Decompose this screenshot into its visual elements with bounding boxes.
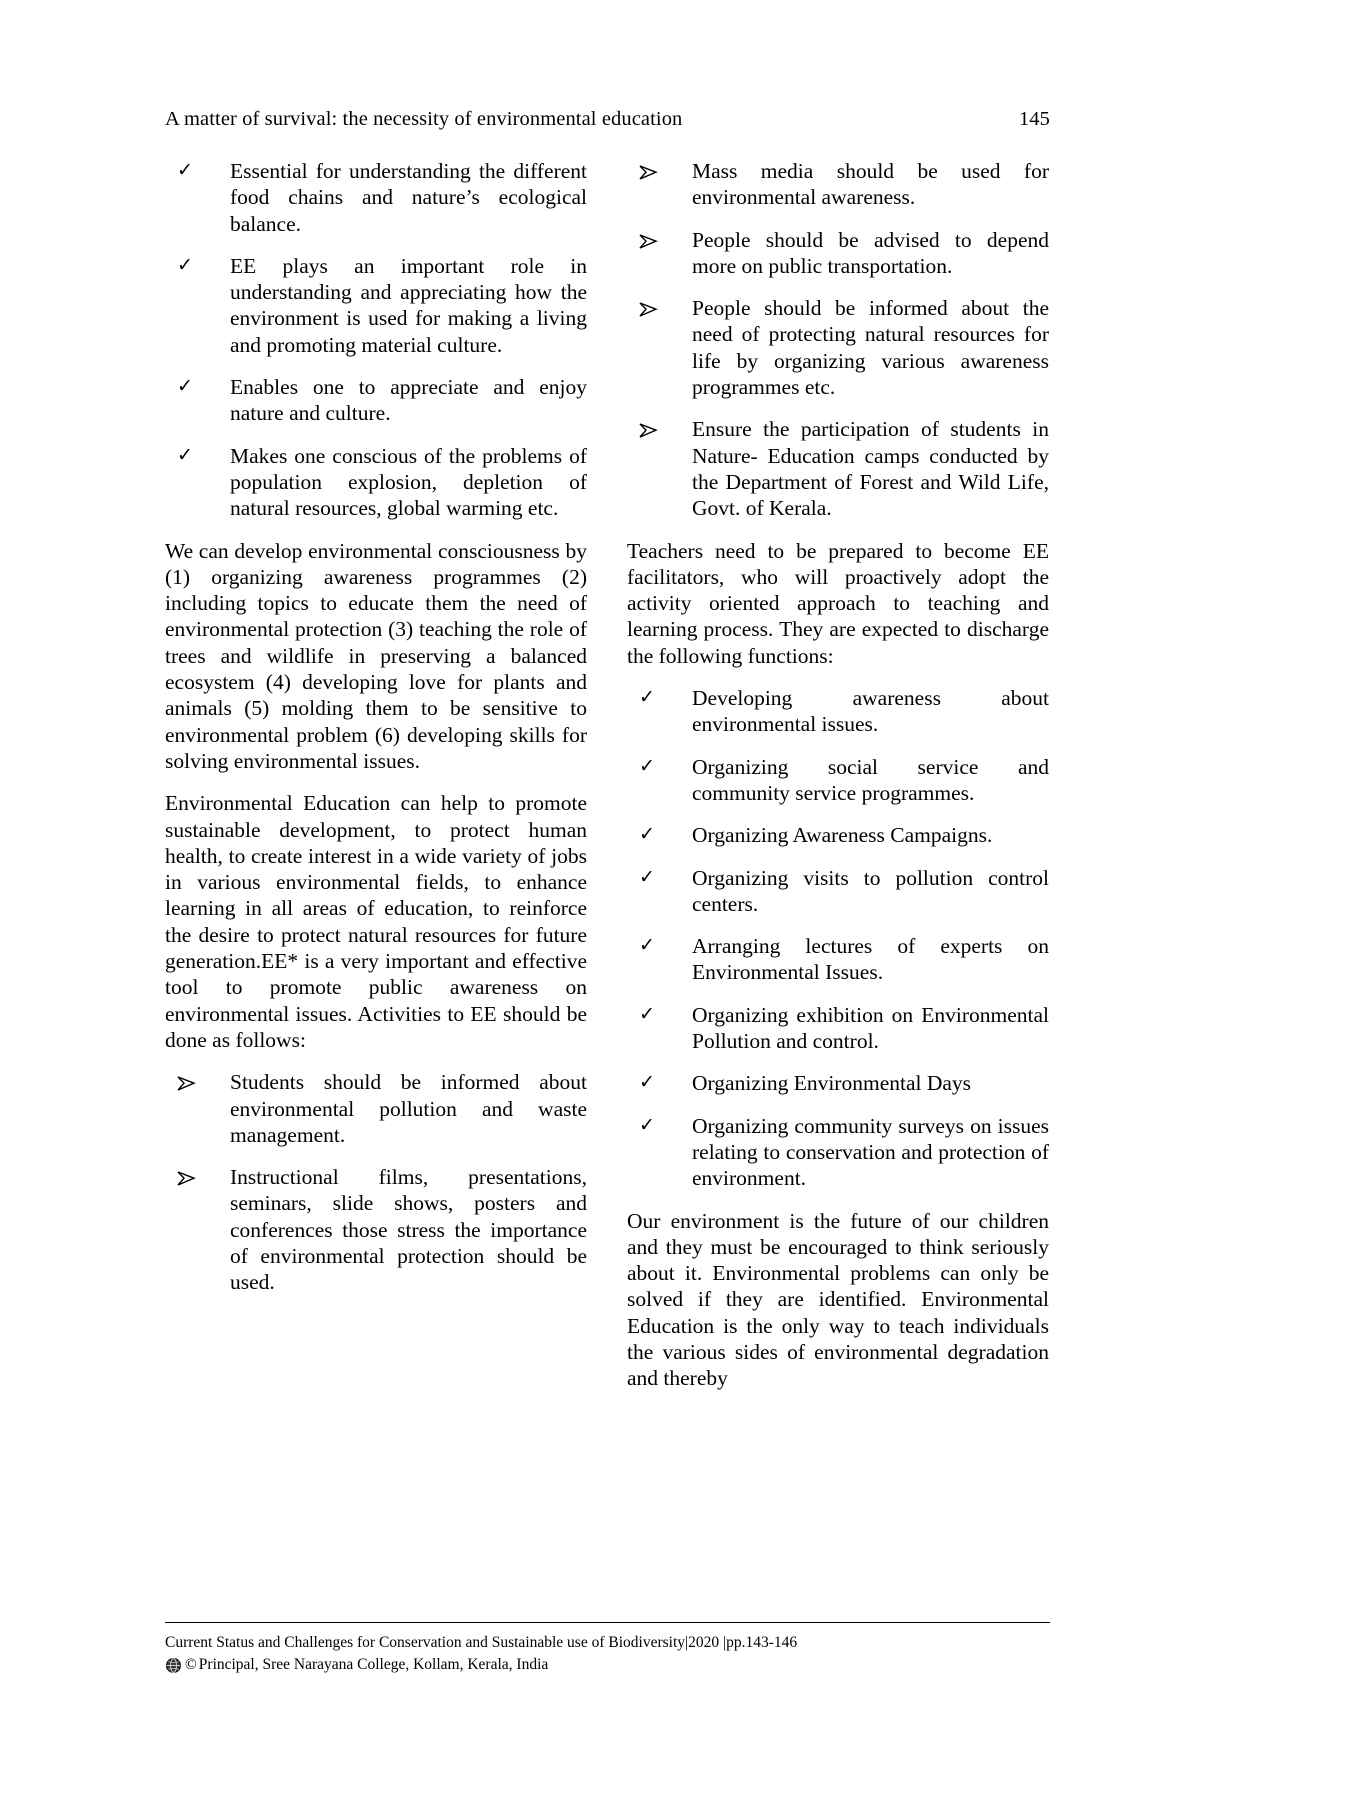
right-paragraph-2: Our environment is the future of our children and they must be encouraged to think seriously about it. Environmental problems can only be solved if they are identified. Environmental Education is the only way to teach individuals the various sides of environmental degradation and thereby xyxy=(627,1208,1049,1391)
list-item xyxy=(627,865,1049,918)
list-item-text: People should be advised to depend more on public transportation. xyxy=(692,227,1049,278)
arrowhead-icon xyxy=(177,1069,201,1091)
check-icon: ✓ xyxy=(639,824,655,846)
arrowhead-icon xyxy=(639,227,663,249)
list-item-text: Organizing social service and community service programmes. xyxy=(692,754,1049,805)
list-item-text: Makes one conscious of the problems of population explosion, depletion of natural resources, global warming etc. xyxy=(230,443,587,521)
globe-emblem-icon xyxy=(165,1657,182,1674)
list-item-text: Developing awareness about environmental issues. xyxy=(692,686,1049,737)
list-item-text: Students should be informed about environmental pollution and waste management. xyxy=(230,1070,587,1147)
list-item xyxy=(165,1164,587,1295)
list-item xyxy=(165,253,587,358)
list-item xyxy=(165,158,587,237)
left-paragraph-2: Environmental Education can help to promote sustainable development, to protect human health, to create interest in a wide variety of jobs in various environmental fields, to enhance learning in all areas of education, to reinforce the desire to protect natural resources for future generation.EE* is a very important and effective tool to promote public awareness on environmental issues. Activities to EE should be done as follows: xyxy=(165,791,587,1052)
check-icon: ✓ xyxy=(177,160,193,181)
check-icon: ✓ xyxy=(639,866,655,888)
two-column-body xyxy=(165,158,1050,1583)
list-item xyxy=(165,1069,587,1148)
footer-affiliation-line xyxy=(165,1654,1065,1676)
left-arrowlist xyxy=(165,1069,587,1295)
right-arrowlist xyxy=(627,158,1049,522)
arrowhead-icon xyxy=(639,416,663,438)
list-item-text: Organizing Environmental Days xyxy=(692,1071,972,1096)
footer-affiliation-text: Principal, Sree Narayana College, Kollam, Kerala, India xyxy=(198,1656,549,1673)
list-item xyxy=(627,754,1049,807)
list-item xyxy=(627,685,1049,738)
left-checklist xyxy=(165,158,587,522)
check-icon: ✓ xyxy=(639,687,655,709)
check-icon: ✓ xyxy=(639,755,655,777)
list-item xyxy=(627,1002,1049,1055)
check-icon: ✓ xyxy=(177,376,193,398)
check-icon: ✓ xyxy=(177,254,193,276)
list-item xyxy=(627,158,1049,211)
list-item xyxy=(165,443,587,522)
list-item xyxy=(627,295,1049,400)
check-icon: ✓ xyxy=(639,1114,655,1136)
arrowhead-icon xyxy=(639,295,663,317)
list-item xyxy=(627,822,1049,848)
list-item-text: Organizing community surveys on issues relating to conservation and protection of environment. xyxy=(692,1113,1049,1191)
list-item xyxy=(627,416,1049,521)
list-item-text: People should be informed about the need of protecting natural resources for life by organizing various awareness programmes etc. xyxy=(692,296,1049,400)
list-item-text: Essential for understanding the different food chains and nature’s ecological balance. xyxy=(230,159,587,236)
right-checklist xyxy=(627,685,1049,1191)
list-item-text: Organizing Awareness Campaigns. xyxy=(692,823,993,848)
list-item xyxy=(627,933,1049,986)
left-paragraph-1: We can develop environmental consciousness by (1) organizing awareness programmes (2) including topics to educate them the need of environmental protection (3) teaching the role of trees and wildlife in preserving a balanced ecosystem (4) developing love for plants and animals (5) molding them to be sensitive to environmental problem (6) developing skills for solving environmental issues. xyxy=(165,538,587,773)
right-paragraph-1: Teachers need to be prepared to become EE facilitators, who will proactively adopt the activity oriented approach to teaching and learning process. They are expected to discharge the following functions: xyxy=(627,538,1049,668)
list-item-text: Organizing visits to pollution control centers. xyxy=(692,865,1049,916)
running-head-title: A matter of survival: the necessity of environmental education xyxy=(165,108,683,130)
right-column xyxy=(627,158,1049,1583)
list-item-text: Mass media should be used for environmental awareness. xyxy=(692,159,1049,210)
page-footer xyxy=(165,1632,1065,1676)
check-icon: ✓ xyxy=(639,1003,655,1025)
running-head xyxy=(165,108,1050,131)
footer-citation: Current Status and Challenges for Conservation and Sustainable use of Biodiversity|2020 |pp.143-146 xyxy=(165,1634,798,1651)
list-item xyxy=(165,374,587,427)
footer-divider xyxy=(165,1622,1050,1623)
list-item-text: Instructional films, presentations, seminars, slide shows, posters and conferences those stress the importance of environmental protection should be used. xyxy=(230,1165,587,1295)
list-item xyxy=(627,1070,1049,1096)
list-item-text: Arranging lectures of experts on Environmental Issues. xyxy=(692,934,1049,985)
list-item-text: Organizing exhibition on Environmental Pollution and control. xyxy=(692,1002,1049,1054)
list-item xyxy=(627,227,1049,280)
list-item-text: Enables one to appreciate and enjoy nature and culture. xyxy=(230,375,587,426)
arrowhead-icon xyxy=(177,1164,201,1186)
list-item-text: EE plays an important role in understanding and appreciating how the environment is used for making a living and promoting material culture. xyxy=(230,253,587,357)
list-item-text: Ensure the participation of students in Nature- Education camps conducted by the Department of Forest and Wild Life, Govt. of Kerala. xyxy=(692,417,1049,521)
arrowhead-icon xyxy=(639,158,663,180)
page-number: 145 xyxy=(1018,108,1050,130)
left-column xyxy=(165,158,587,1583)
list-item xyxy=(627,1113,1049,1192)
copyright-symbol: © xyxy=(185,1656,197,1673)
check-icon: ✓ xyxy=(639,935,655,957)
check-icon: ✓ xyxy=(639,1072,655,1094)
check-icon: ✓ xyxy=(177,444,193,466)
